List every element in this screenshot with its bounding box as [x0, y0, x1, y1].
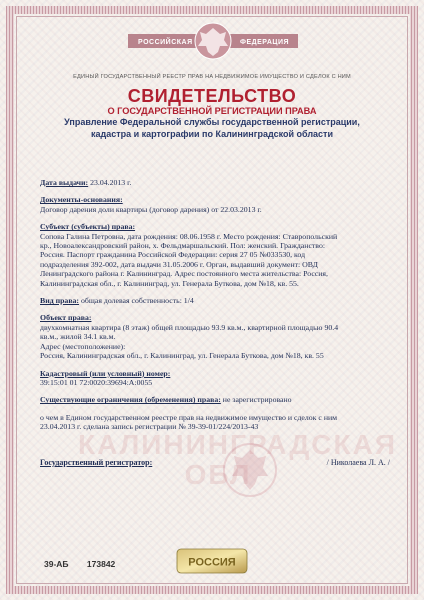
- right-type-field: [40, 296, 390, 305]
- subject-line: Ленинградского района г. Калининград. Адрес постоянного места жительства: Россия,: [40, 269, 328, 279]
- authority-line: Управление Федеральной службы государственной регистрации,: [64, 117, 360, 127]
- cadastral-field: [40, 369, 390, 388]
- object-field: [40, 313, 390, 360]
- document-title: СВИДЕТЕЛЬСТВО: [127, 86, 297, 106]
- badge-text: РОССИЯ: [188, 556, 236, 569]
- registrar-signature-row: [40, 458, 390, 467]
- ribbon-left-text: РОССИЙСКАЯ: [138, 39, 193, 46]
- subject-line: Россия. Паспорт гражданина Российской Федерации: серия 27 05 №033530, код: [40, 250, 306, 260]
- subject-line: Калининградская обл., г. Калининград, ул. Генерала Буткова, дом №18, кв. 55.: [40, 278, 299, 288]
- restrictions-value: не зарегистрировано: [222, 395, 292, 405]
- issue-date-value: 23.04.2013 г.: [90, 178, 132, 187]
- object-line: двухкомнатная квартира (8 этаж) общей площадью 93.9 кв.м., квартирной площадью 90.4: [40, 322, 339, 332]
- restrictions-field: [40, 395, 390, 404]
- basis-documents-value: Договор дарения доли квартиры (договор дарения) от 22.03.2013 г.: [40, 204, 262, 214]
- registry-heading: ЕДИНЫЙ ГОСУДАРСТВЕННЫЙ РЕЕСТР ПРАВ НА НЕДВИЖИМОЕ ИМУЩЕСТВО И СДЕЛОК С НИМ: [73, 74, 351, 80]
- record-line: о чем в Едином государственном реестре прав на недвижимое имущество и сделок с ним: [40, 412, 338, 422]
- right-type-value: общая долевая собственность: 1/4: [80, 296, 194, 306]
- watermark-line: КАЛИНИНГРАДСКАЯ: [78, 429, 397, 460]
- subject-field: [40, 222, 390, 288]
- record-line: 23.04.2013 г. сделана запись регистрации № 39-39-01/224/2013-43: [40, 422, 259, 432]
- russia-hologram-badge: [176, 548, 248, 574]
- basis-documents-label: Документы-основания:: [40, 195, 123, 205]
- cadastral-label: Кадастровый (или условный) номер:: [40, 368, 171, 378]
- document-subtitle: О ГОСУДАРСТВЕННОЙ РЕГИСТРАЦИИ ПРАВА: [107, 106, 317, 116]
- form-series: 39-АБ: [44, 559, 69, 569]
- subject-line: Сопова Галина Петровна, дата рождения: 08.06.1958 г. Место рождения: Ставропольский: [40, 231, 338, 241]
- watermark-line: ОБЛ: [184, 459, 252, 490]
- object-label: Объект права:: [40, 313, 92, 323]
- form-serial: [44, 559, 131, 569]
- object-line: Адрес (местоположение):: [40, 341, 126, 351]
- basis-documents-field: [40, 195, 390, 214]
- registrar-name: / Николаева Л. А. /: [326, 458, 390, 467]
- object-line: кв.м., жилой 34.1 кв.м.: [40, 332, 116, 342]
- cadastral-value: 39:15:01 01 72:0020:39694:А:0055: [40, 377, 153, 387]
- subject-line: подразделения 392-002, дата выдачи 31.05.2006 г. Орган, выдавший документ: ОВД: [40, 259, 318, 269]
- coat-of-arms-emblem: [128, 20, 298, 66]
- issue-date-label: Дата выдачи:: [40, 178, 89, 187]
- right-type-label: Вид права:: [40, 296, 80, 306]
- registrar-label: Государственный регистратор:: [40, 458, 153, 467]
- certificate-body: [40, 178, 390, 440]
- seal-eagle-icon: [220, 440, 280, 500]
- issuing-authority: [40, 117, 384, 140]
- subject-line: кр., Новоалександровский район, х. Фельдмаршальский. Пол: женский. Гражданство:: [40, 241, 326, 251]
- form-number: 173842: [86, 559, 116, 569]
- restrictions-label: Существующие ограничения (обременения) права:: [40, 395, 221, 405]
- authority-line: кадастра и картографии по Калининградской области: [90, 128, 333, 139]
- object-line: Россия, Калининградская обл., г. Калининград, ул. Генерала Буткова, дом №18, кв. 55: [40, 351, 324, 361]
- subject-label: Субъект (субъекты) права:: [40, 222, 136, 232]
- ribbon-right-text: ФЕДЕРАЦИЯ: [240, 39, 290, 46]
- issue-date-field: [40, 178, 390, 187]
